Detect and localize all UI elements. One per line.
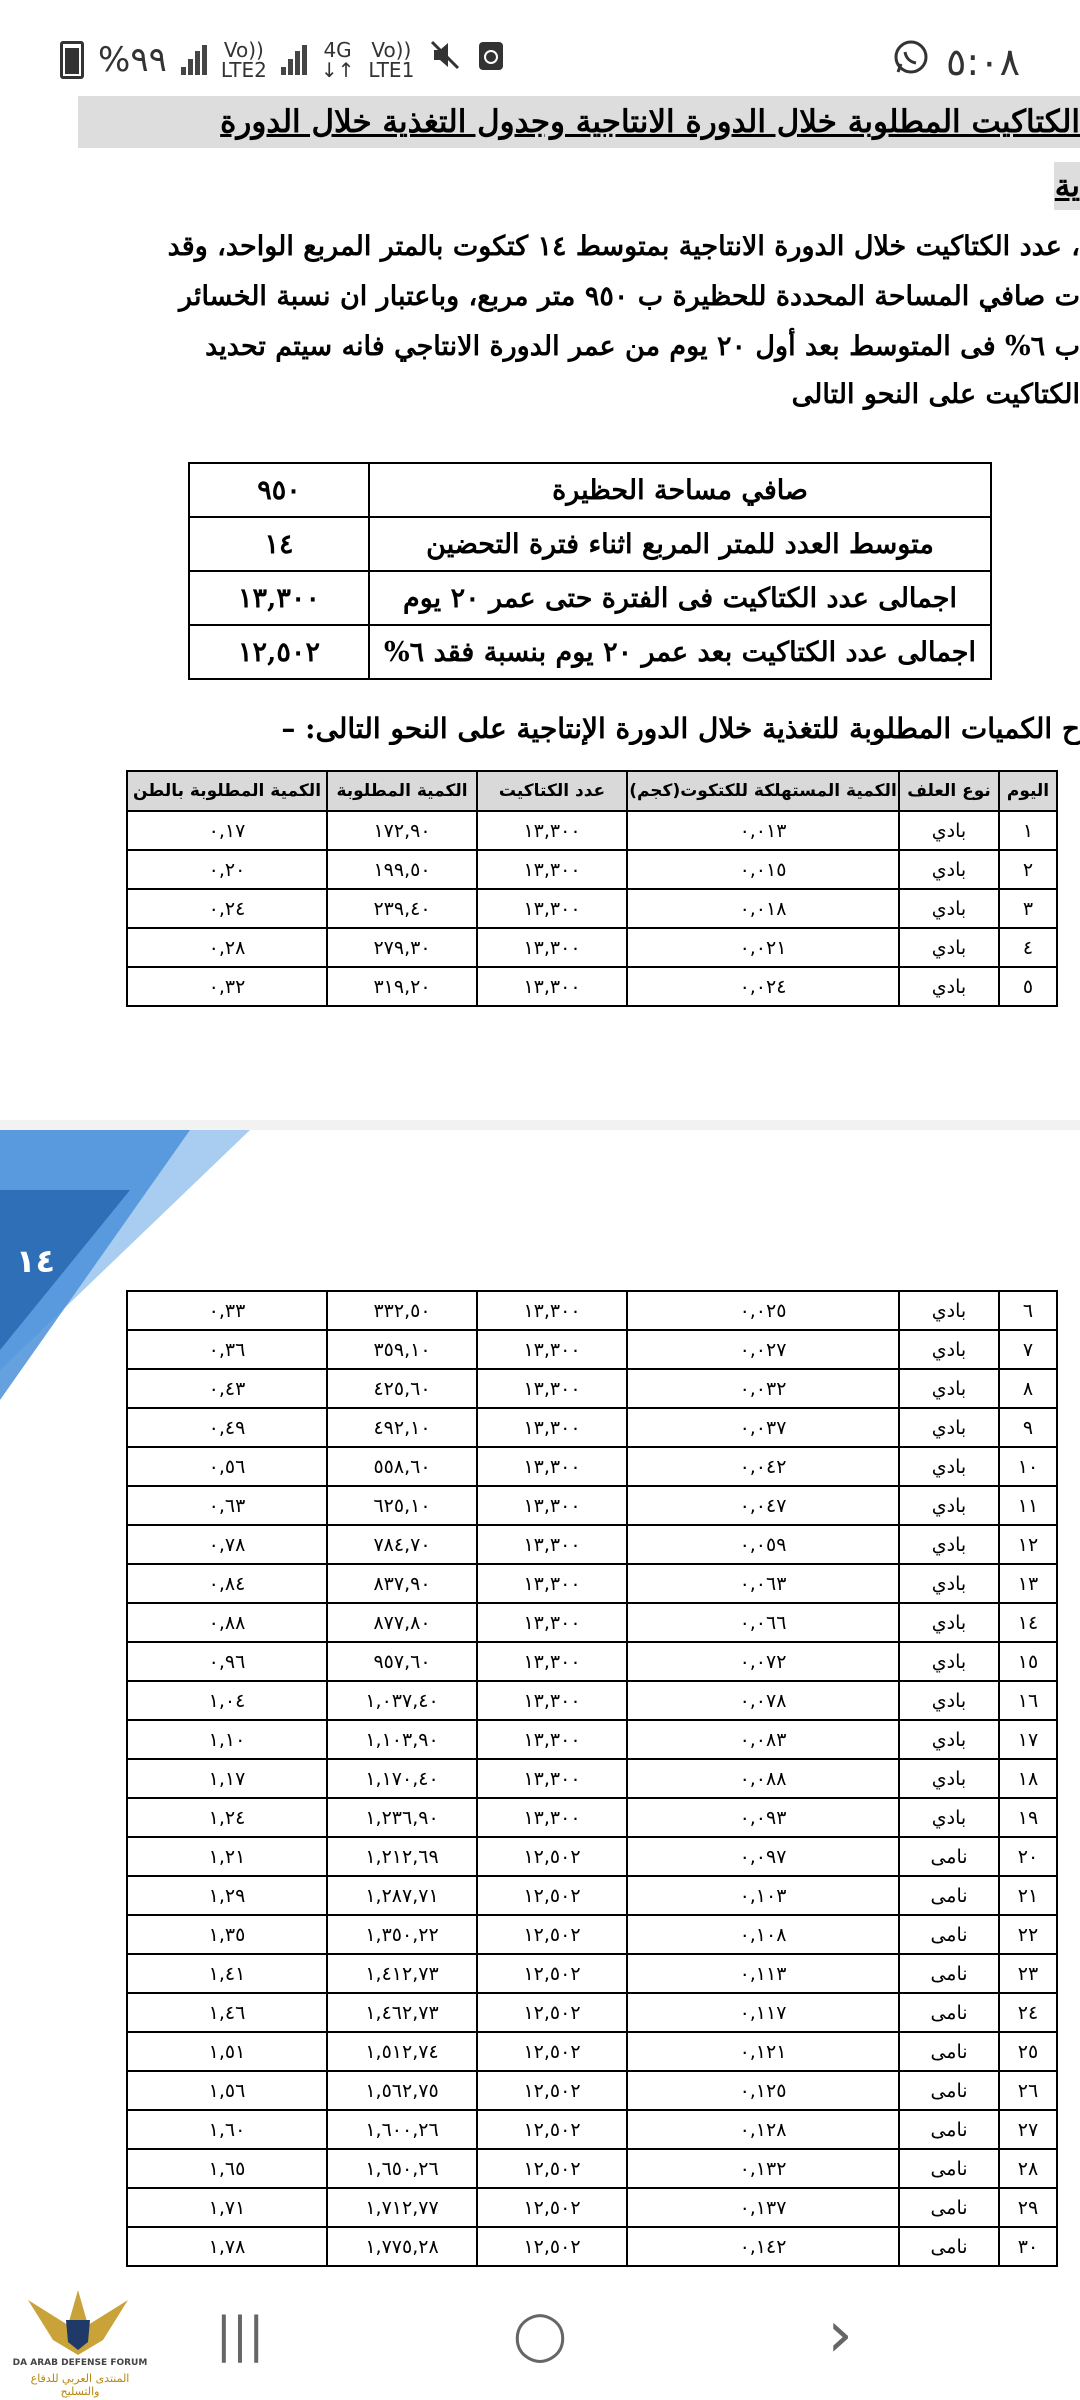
table-row [127, 1564, 1057, 1603]
table-row [127, 2110, 1057, 2149]
table-cell: ٣ [999, 889, 1057, 928]
table-cell: بادي [899, 928, 999, 967]
table-cell: ١٣,٣٠٠ [477, 1525, 627, 1564]
table-cell: ٢٧٩,٣٠ [327, 928, 477, 967]
section-heading-continued: ية [1054, 162, 1080, 210]
table-cell: ٢٣٩,٤٠ [327, 889, 477, 928]
table-row [127, 1954, 1057, 1993]
table-row [127, 1369, 1057, 1408]
table-cell: ٠,٠١٥ [627, 850, 899, 889]
table-cell: ١٣,٣٠٠ [477, 1798, 627, 1837]
table-row [127, 811, 1057, 850]
table-cell: ٢٩ [999, 2188, 1057, 2227]
table-row: اجمالى عدد الكتاكيت فى الفترة حتى عمر ٢٠ يوم ١٣,٣٠٠ [189, 571, 991, 625]
table-row [127, 1681, 1057, 1720]
table-cell: بادي [899, 889, 999, 928]
table-row [127, 1876, 1057, 1915]
table-cell: ٠,٠٢٥ [627, 1291, 899, 1330]
table-cell: ١٦ [999, 1681, 1057, 1720]
whatsapp-icon [892, 38, 930, 85]
table-cell: ٠,١١٧ [627, 1993, 899, 2032]
table-cell: ٨ [999, 1369, 1057, 1408]
table-cell: ١,٧١٢,٧٧ [327, 2188, 477, 2227]
table-cell: ٠,٣٣ [127, 1291, 327, 1330]
table-cell: ١,٦٥٠,٢٦ [327, 2149, 477, 2188]
table-cell: ٤٢٥,٦٠ [327, 1369, 477, 1408]
table-cell: نامى [899, 1954, 999, 1993]
table-cell: ١٣,٣٠٠ [477, 1564, 627, 1603]
table-row [127, 2188, 1057, 2227]
table-row [127, 1993, 1057, 2032]
table-cell: ١٣,٣٠٠ [477, 1369, 627, 1408]
table-cell: ١٣,٣٠٠ [477, 811, 627, 850]
feed-table-page-1 [126, 770, 1058, 1007]
signal-icon [181, 45, 207, 75]
table-cell: بادي [899, 1447, 999, 1486]
table-cell: ٢١ [999, 1876, 1057, 1915]
table-cell: ٠,٤٩ [127, 1408, 327, 1447]
table-cell: ٠,٠١٣ [627, 811, 899, 850]
table-cell: ١٣,٣٠٠ [477, 1642, 627, 1681]
table-cell: بادي [899, 850, 999, 889]
table-cell: ١٣,٣٠٠ [477, 928, 627, 967]
table-cell: ١٤ [999, 1603, 1057, 1642]
table-cell: ١٢,٥٠٢ [477, 2227, 627, 2266]
document-page-1 [0, 90, 1080, 1120]
table-cell: ٥ [999, 967, 1057, 1006]
table-cell: ٥٥٨,٦٠ [327, 1447, 477, 1486]
table-cell: ٠,٧٨ [127, 1525, 327, 1564]
forum-logo-name: DA ARAB DEFENSE FORUM [12, 2358, 148, 2368]
table-cell: ٠,٠٣٢ [627, 1369, 899, 1408]
forum-logo-arabic: المنتدى العربي للدفاع والتسليح [30, 2372, 130, 2398]
table-row [127, 1837, 1057, 1876]
back-button[interactable] [800, 2300, 880, 2370]
table-cell: ١,١٠ [127, 1720, 327, 1759]
table-cell: ٦ [999, 1291, 1057, 1330]
table-cell: ٣١٩,٢٠ [327, 967, 477, 1006]
table-cell: ٠,٠٥٩ [627, 1525, 899, 1564]
paragraph-line-3: ب ٦% فى المتوسط بعد أول ٢٠ يوم من عمر الدورة الانتاجي فانه سيتم تحديد [205, 331, 1080, 362]
table-cell: بادي [899, 1798, 999, 1837]
table-cell: ٣٣٢,٥٠ [327, 1291, 477, 1330]
battery-percent: %٩٩ [98, 39, 167, 80]
table-cell: ٠,١٢١ [627, 2032, 899, 2071]
table-cell: ٠,٣٢ [127, 967, 327, 1006]
table-row [127, 889, 1057, 928]
table-row [127, 850, 1057, 889]
table-cell: ١,٤١٢,٧٣ [327, 1954, 477, 1993]
table-cell: بادي [899, 1720, 999, 1759]
table-cell: ١,٤٦٢,٧٣ [327, 1993, 477, 2032]
table-cell: بادي [899, 1408, 999, 1447]
table-cell: بادي [899, 1369, 999, 1408]
table-cell: ١٣,٣٠٠ [477, 1681, 627, 1720]
table-cell: نامى [899, 2149, 999, 2188]
table-cell: ٢٤ [999, 1993, 1057, 2032]
table-cell: ٠,٠٣٧ [627, 1408, 899, 1447]
table-cell: ٠,٠٧٢ [627, 1642, 899, 1681]
table-cell: ٠,١٣٢ [627, 2149, 899, 2188]
table-row: متوسط العدد للمتر المربع اثناء فترة التحضين ١٤ [189, 517, 991, 571]
table-cell: ١٩٩,٥٠ [327, 850, 477, 889]
table-row [127, 2032, 1057, 2071]
table-cell: نامى [899, 2032, 999, 2071]
table-cell: ١١ [999, 1486, 1057, 1525]
table-cell: ١٢,٥٠٢ [477, 2110, 627, 2149]
table-cell: ٢٧ [999, 2110, 1057, 2149]
paragraph-line-1: ، عدد الكتاكيت خلال الدورة الانتاجية بمتوسط ١٤ كتكوت بالمتر المربع الواحد، وقد [167, 231, 1080, 262]
table-cell: ٤٩٢,١٠ [327, 1408, 477, 1447]
table-cell: ٠,٢٠ [127, 850, 327, 889]
table-cell: ١,٧٨ [127, 2227, 327, 2266]
table-cell: ١,١٧ [127, 1759, 327, 1798]
table-cell: ١,٢٣٦,٩٠ [327, 1798, 477, 1837]
feed-intro: ح الكميات المطلوبة للتغذية خلال الدورة الإنتاجية على النحو التالى: – [281, 712, 1080, 745]
table-cell: بادي [899, 1603, 999, 1642]
table-cell: ٠,٠٩٧ [627, 1837, 899, 1876]
table-cell: ١,٥٦ [127, 2071, 327, 2110]
network-indicator: 4G ↓↑ [320, 37, 355, 82]
table-cell: ١٢,٥٠٢ [477, 1915, 627, 1954]
table-cell: ١٣,٣٠٠ [477, 1291, 627, 1330]
table-cell: بادي [899, 1564, 999, 1603]
table-cell: ١٣,٣٠٠ [477, 1408, 627, 1447]
table-cell: ٠,٤٣ [127, 1369, 327, 1408]
table-cell: ١٢,٥٠٢ [477, 1954, 627, 1993]
table-cell: ١٣,٣٠٠ [477, 1486, 627, 1525]
table-cell: ١٢,٥٠٢ [477, 2188, 627, 2227]
table-row [127, 1291, 1057, 1330]
recents-icon: ||| [215, 2307, 265, 2363]
table-cell: نامى [899, 1876, 999, 1915]
table-cell: ٢٦ [999, 2071, 1057, 2110]
table-cell: ١٢,٥٠٢ [477, 2149, 627, 2188]
table-cell: ١٩ [999, 1798, 1057, 1837]
table-cell: نامى [899, 2227, 999, 2266]
table-row [127, 1720, 1057, 1759]
table-cell: ١,٤٦ [127, 1993, 327, 2032]
table-cell: ٩٥٧,٦٠ [327, 1642, 477, 1681]
table-cell: ٠,٠٤٢ [627, 1447, 899, 1486]
table-cell: ١,٦٥ [127, 2149, 327, 2188]
home-button[interactable] [500, 2300, 580, 2370]
table-cell: ٠,١١٣ [627, 1954, 899, 1993]
table-row [127, 1486, 1057, 1525]
table-cell: ٠,٠٨٨ [627, 1759, 899, 1798]
section-heading: الكتاكيت المطلوبة خلال الدورة الانتاجية وجدول التغذية خلال الدورة [78, 96, 1080, 148]
table-row [127, 2149, 1057, 2188]
table-cell: ١٣ [999, 1564, 1057, 1603]
table-cell: ٧٨٤,٧٠ [327, 1525, 477, 1564]
table-cell: ١٣,٣٠٠ [477, 1447, 627, 1486]
table-cell: ٣٠ [999, 2227, 1057, 2266]
table-cell: ١,٣٥٠,٢٢ [327, 1915, 477, 1954]
table-cell: ١ [999, 811, 1057, 850]
table-cell: ١٣,٣٠٠ [477, 1603, 627, 1642]
table-cell: ٠,٠٢١ [627, 928, 899, 967]
table-cell: ١,٧١ [127, 2188, 327, 2227]
table-row [127, 1759, 1057, 1798]
table-row: صافي مساحة الحظيرة ٩٥٠ [189, 463, 991, 517]
table-cell: ٢ [999, 850, 1057, 889]
feed-table-page-2 [126, 1290, 1058, 2267]
table-cell: ١٠ [999, 1447, 1057, 1486]
navigation-bar [0, 2270, 1080, 2400]
table-row [127, 1447, 1057, 1486]
table-cell: ٧ [999, 1330, 1057, 1369]
table-cell: ١٣,٣٠٠ [477, 967, 627, 1006]
table-row [127, 2071, 1057, 2110]
table-cell: نامى [899, 2188, 999, 2227]
table-cell: ١٥ [999, 1642, 1057, 1681]
table-cell: ٦٢٥,١٠ [327, 1486, 477, 1525]
recents-button[interactable] [200, 2300, 280, 2370]
table-cell: بادي [899, 1681, 999, 1720]
home-icon: ◯ [513, 2307, 567, 2363]
table-cell: بادي [899, 1525, 999, 1564]
page-divider [0, 1120, 1080, 1130]
table-cell: نامى [899, 1915, 999, 1954]
table-cell: ١,١٧٠,٤٠ [327, 1759, 477, 1798]
table-cell: ٠,٦٣ [127, 1486, 327, 1525]
table-cell: ٠,٩٦ [127, 1642, 327, 1681]
table-row [127, 2227, 1057, 2266]
table-cell: ١,٢١٢,٦٩ [327, 1837, 477, 1876]
table-row: اجمالى عدد الكتاكيت بعد عمر ٢٠ يوم بنسبة فقد ٦% ١٢,٥٠٢ [189, 625, 991, 679]
table-cell: ٠,١٣٧ [627, 2188, 899, 2227]
sim2-indicator: Vo)) LTE1 [368, 37, 415, 82]
back-icon: › [827, 2298, 853, 2372]
table-cell: ١٣,٣٠٠ [477, 1759, 627, 1798]
battery-icon [60, 41, 84, 79]
clock: ٥:٠٨ [945, 39, 1020, 84]
table-cell: ٠,٠٩٣ [627, 1798, 899, 1837]
table-cell: ١,٢٩ [127, 1876, 327, 1915]
table-row [127, 1408, 1057, 1447]
table-cell: ٠,١٧ [127, 811, 327, 850]
table-cell: ١٧ [999, 1720, 1057, 1759]
paragraph-line-4: الكتاكيت على النحو التالى [791, 379, 1080, 410]
summary-table [188, 462, 992, 680]
table-cell: ١٣,٣٠٠ [477, 850, 627, 889]
table-cell: ١٢,٥٠٢ [477, 1993, 627, 2032]
table-cell: ١,٦٠٠,٢٦ [327, 2110, 477, 2149]
table-cell: ١,٤١ [127, 1954, 327, 1993]
sim1-indicator: Vo)) LTE2 [220, 37, 267, 82]
table-cell: بادي [899, 1330, 999, 1369]
table-cell: ١٢,٥٠٢ [477, 1837, 627, 1876]
table-cell: بادي [899, 1642, 999, 1681]
table-cell: ٠,٠٢٤ [627, 967, 899, 1006]
document-page-2 [0, 1130, 1080, 2270]
table-cell: ٢٠ [999, 1837, 1057, 1876]
table-cell: ٠,٠٦٣ [627, 1564, 899, 1603]
table-row [127, 1798, 1057, 1837]
table-cell: بادي [899, 1759, 999, 1798]
table-cell: ٠,٠٨٣ [627, 1720, 899, 1759]
table-cell: ١,٢١ [127, 1837, 327, 1876]
table-cell: ٠,١٤٢ [627, 2227, 899, 2266]
table-header-row: اليوم نوع العلف الكمية المستهلكة للكتكوت(كجم) عدد الكتاكيت الكمية المطلوبة الكمية المطلوبة بالطن [127, 771, 1057, 811]
table-cell: ٠,٠١٨ [627, 889, 899, 928]
table-cell: ١٧٢,٩٠ [327, 811, 477, 850]
table-cell: ٨٣٧,٩٠ [327, 1564, 477, 1603]
table-row [127, 1330, 1057, 1369]
table-cell: ١,٢٨٧,٧١ [327, 1876, 477, 1915]
table-cell: نامى [899, 1837, 999, 1876]
table-cell: ٠,٨٤ [127, 1564, 327, 1603]
table-cell: ١,١٠٣,٩٠ [327, 1720, 477, 1759]
table-row [127, 1915, 1057, 1954]
table-cell: ١٣,٣٠٠ [477, 1720, 627, 1759]
table-cell: ٠,٠٢٧ [627, 1330, 899, 1369]
paragraph-line-2: ت صافي المساحة المحددة للحظيرة ب ٩٥٠ متر مربع، وباعتبار ان نسبة الخسائر [179, 281, 1080, 312]
table-cell: ١,٢٤ [127, 1798, 327, 1837]
table-cell: بادي [899, 1486, 999, 1525]
table-cell: ٠,١٢٥ [627, 2071, 899, 2110]
table-cell: ٠,٠٦٦ [627, 1603, 899, 1642]
page-number: ١٤ [16, 1242, 56, 1280]
table-cell: ١,٥١٢,٧٤ [327, 2032, 477, 2071]
table-cell: بادي [899, 967, 999, 1006]
table-cell: ١,٥١ [127, 2032, 327, 2071]
table-cell: ٢٨ [999, 2149, 1057, 2188]
table-row [127, 1642, 1057, 1681]
table-cell: ٠,٢٤ [127, 889, 327, 928]
table-cell: ٠,٨٨ [127, 1603, 327, 1642]
table-cell: ٠,٥٦ [127, 1447, 327, 1486]
table-cell: ٠,٢٨ [127, 928, 327, 967]
table-cell: ٠,٠٧٨ [627, 1681, 899, 1720]
table-cell: ٠,١٢٨ [627, 2110, 899, 2149]
table-cell: ٤ [999, 928, 1057, 967]
table-cell: نامى [899, 2110, 999, 2149]
table-cell: ١٢ [999, 1525, 1057, 1564]
table-cell: ١,٧٧٥,٢٨ [327, 2227, 477, 2266]
table-cell: ١٢,٥٠٢ [477, 2071, 627, 2110]
table-cell: ٠,٠٤٧ [627, 1486, 899, 1525]
table-cell: ٠,٣٦ [127, 1330, 327, 1369]
table-cell: ١,٣٥ [127, 1915, 327, 1954]
table-row [127, 1603, 1057, 1642]
table-cell: ١,٠٤ [127, 1681, 327, 1720]
table-cell: ٢٣ [999, 1954, 1057, 1993]
table-cell: ١٣,٣٠٠ [477, 889, 627, 928]
table-cell: ٢٢ [999, 1915, 1057, 1954]
table-cell: نامى [899, 2071, 999, 2110]
recycle-icon [476, 38, 506, 81]
table-cell: ١٢,٥٠٢ [477, 1876, 627, 1915]
table-cell: ٢٥ [999, 2032, 1057, 2071]
table-cell: ١٣,٣٠٠ [477, 1330, 627, 1369]
signal-icon-2 [281, 45, 307, 75]
table-row [127, 928, 1057, 967]
table-cell: بادي [899, 1291, 999, 1330]
table-cell: ١٢,٥٠٢ [477, 2032, 627, 2071]
table-cell: ٨٧٧,٨٠ [327, 1603, 477, 1642]
table-cell: ١,٥٦٢,٧٥ [327, 2071, 477, 2110]
table-cell: ٠,١٠٣ [627, 1876, 899, 1915]
table-cell: ٠,١٠٨ [627, 1915, 899, 1954]
table-cell: ٩ [999, 1408, 1057, 1447]
table-cell: نامى [899, 1993, 999, 2032]
table-cell: بادي [899, 811, 999, 850]
table-cell: ١,٦٠ [127, 2110, 327, 2149]
table-row [127, 1525, 1057, 1564]
table-cell: ٣٥٩,١٠ [327, 1330, 477, 1369]
mute-icon [428, 38, 462, 81]
table-cell: ١٨ [999, 1759, 1057, 1798]
table-cell: ١,٠٣٧,٤٠ [327, 1681, 477, 1720]
table-row [127, 967, 1057, 1006]
